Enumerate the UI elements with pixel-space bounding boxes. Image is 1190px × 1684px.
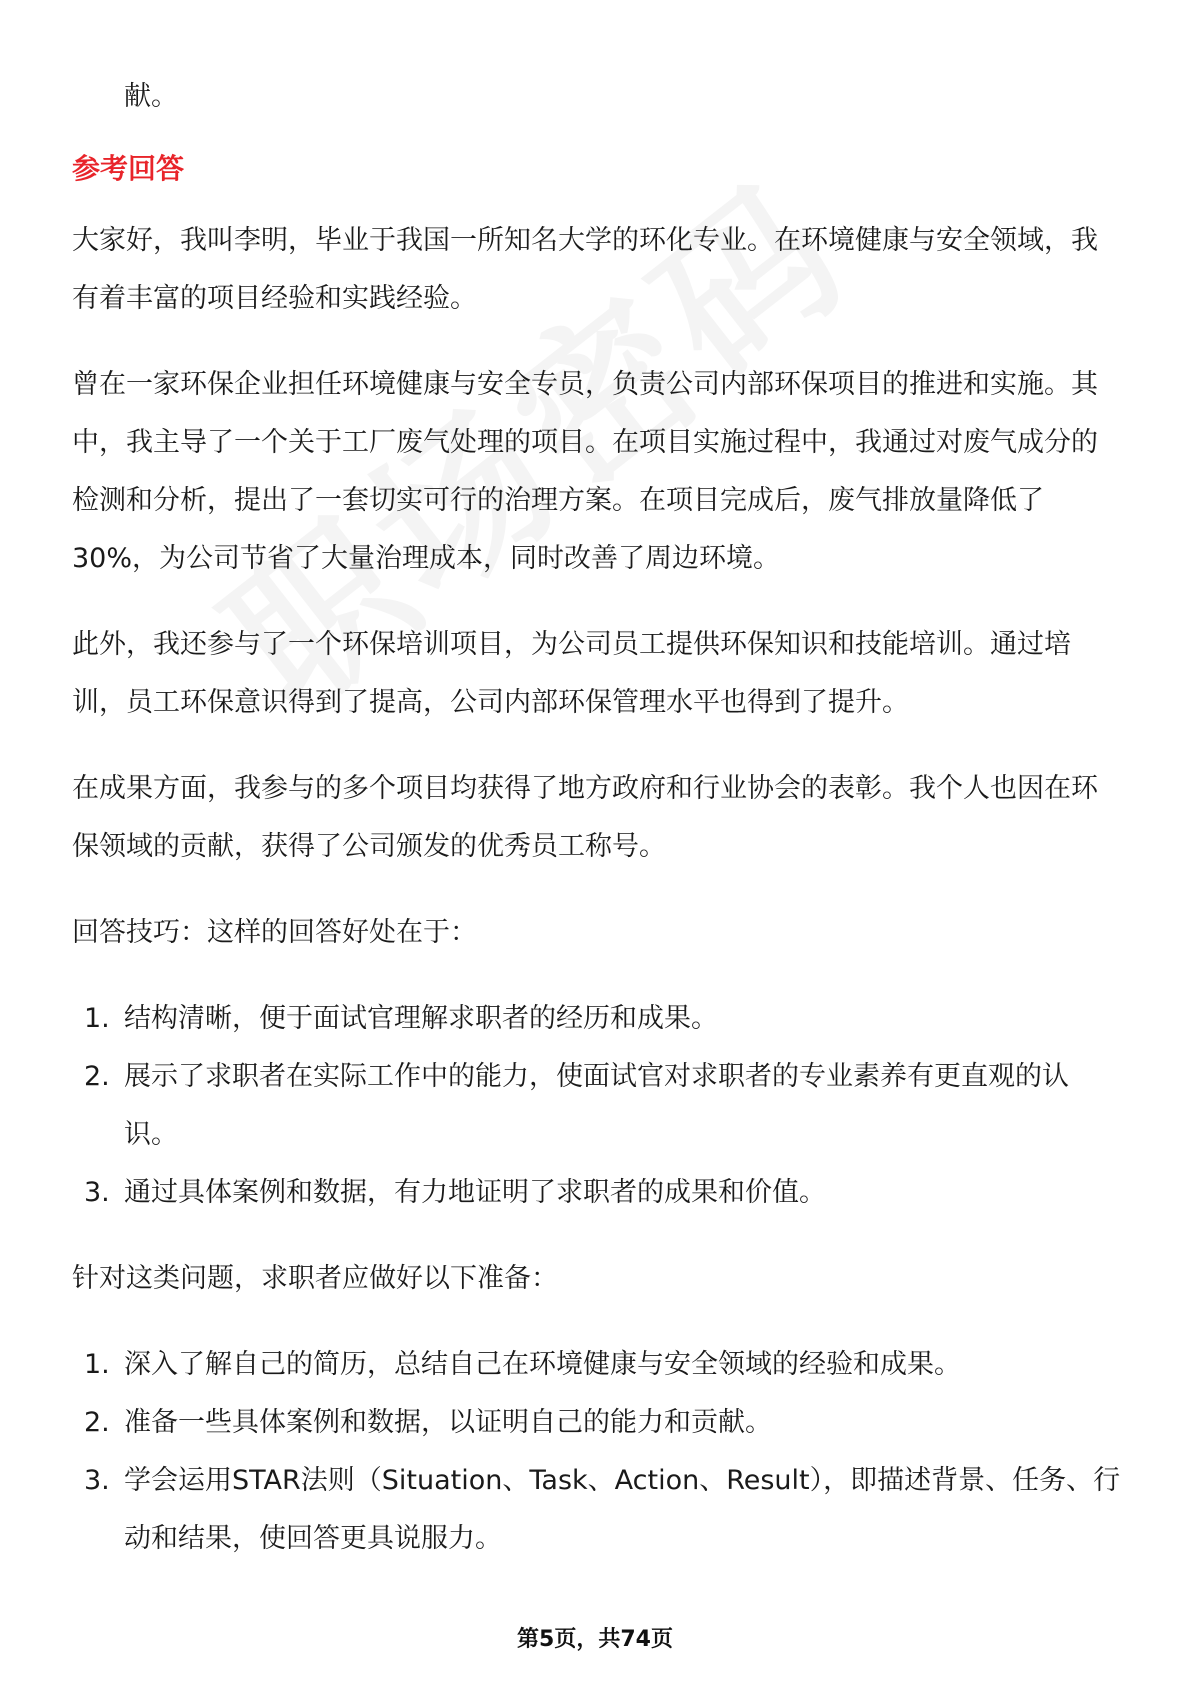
page-content — [72, 68, 1122, 1596]
list-item-text: 通过具体案例和数据，有力地证明了求职者的成果和价值。 — [124, 1177, 826, 1208]
prep-intro: 针对这类问题，求职者应做好以下准备： — [72, 1263, 558, 1294]
list-item — [72, 1048, 1122, 1164]
section-heading: 参考回答 — [72, 152, 185, 185]
list-item-text: 结构清晰，便于面试官理解求职者的经历和成果。 — [124, 1003, 718, 1034]
list-item — [72, 1164, 1122, 1222]
list-item — [72, 1394, 1122, 1452]
tips-list — [72, 990, 1122, 1222]
continuation-text: 献。 — [124, 81, 178, 112]
prep-list — [72, 1336, 1122, 1568]
list-number: 1. — [84, 1349, 110, 1380]
list-number: 2. — [84, 1061, 110, 1092]
list-item-text: 学会运用STAR法则（Situation、Task、Action、Result），即描述背景、任务、行动和结果，使回答更具说服力。 — [124, 1465, 1121, 1554]
list-number: 1. — [84, 1003, 110, 1034]
answer-paragraph: 曾在一家环保企业担任环境健康与安全专员，负责公司内部环保项目的推进和实施。其中，我主导了一个关于工厂废气处理的项目。在项目实施过程中，我通过对废气成分的检测和分析，提出了一套切实可行的治理方案。在项目完成后，废气排放量降低了30%，为公司节省了大量治理成本，同时改善了周边环境。 — [72, 369, 1098, 574]
list-number: 3. — [84, 1465, 110, 1496]
page-number-footer: 第5页，共74页 — [517, 1627, 673, 1652]
list-number: 3. — [84, 1177, 110, 1208]
answer-paragraph: 在成果方面，我参与的多个项目均获得了地方政府和行业协会的表彰。我个人也因在环保领域的贡献，获得了公司颁发的优秀员工称号。 — [72, 773, 1098, 862]
list-item — [72, 1336, 1122, 1394]
list-item — [72, 1452, 1122, 1568]
list-item-text: 深入了解自己的简历，总结自己在环境健康与安全领域的经验和成果。 — [124, 1349, 961, 1380]
list-item-text: 准备一些具体案例和数据，以证明自己的能力和贡献。 — [124, 1407, 772, 1438]
tips-intro: 回答技巧：这样的回答好处在于： — [72, 917, 477, 948]
list-number: 2. — [84, 1407, 110, 1438]
list-item — [72, 990, 1122, 1048]
answer-paragraph: 大家好，我叫李明，毕业于我国一所知名大学的环化专业。在环境健康与安全领域，我有着丰富的项目经验和实践经验。 — [72, 225, 1098, 314]
answer-paragraph: 此外，我还参与了一个环保培训项目，为公司员工提供环保知识和技能培训。通过培训，员工环保意识得到了提高，公司内部环保管理水平也得到了提升。 — [72, 629, 1071, 718]
list-item-text: 展示了求职者在实际工作中的能力，使面试官对求职者的专业素养有更直观的认识。 — [124, 1061, 1069, 1150]
